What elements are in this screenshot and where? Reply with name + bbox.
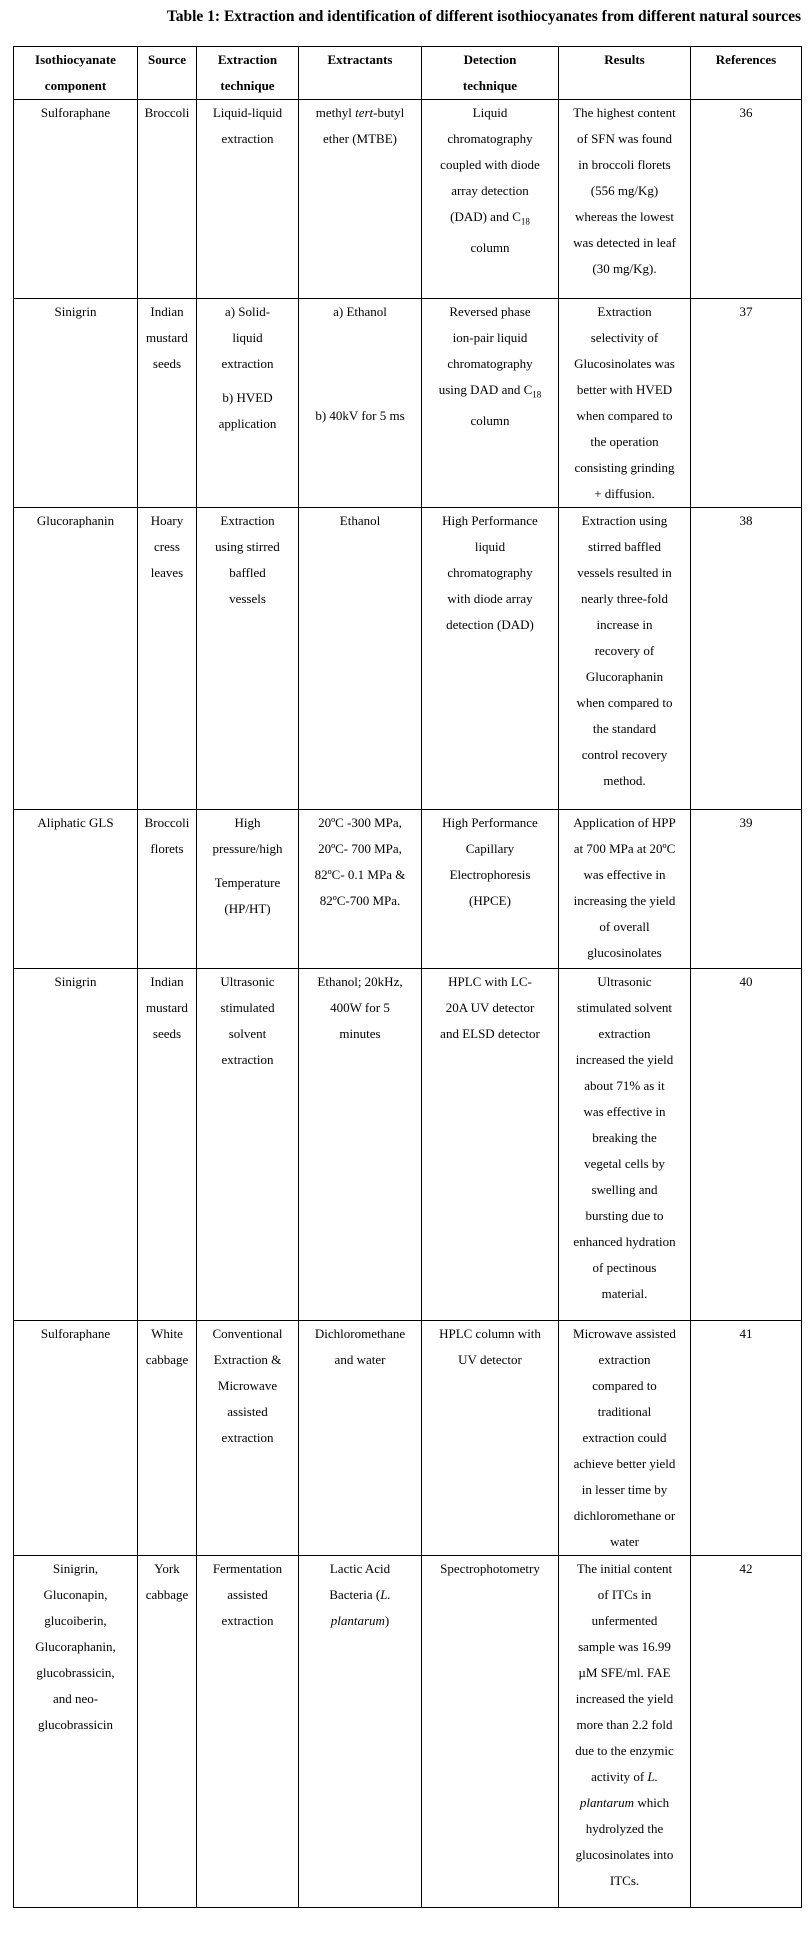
cell-detection: HPLC column with UV detector <box>422 1321 559 1556</box>
cell-reference: 38 <box>691 508 802 810</box>
cell-extractants: methyl tert-butyl ether (MTBE) <box>299 100 422 299</box>
cell-source: Indian mustard seeds <box>138 969 197 1321</box>
cell-source: Hoary cress leaves <box>138 508 197 810</box>
cell-extractants: Dichloromethane and water <box>299 1321 422 1556</box>
header-detection: Detection technique <box>422 47 559 100</box>
cell-detection: Liquid chromatography coupled with diode array detection (DAD) and $C_{18}$ column <box>422 100 559 299</box>
cell-technique: Liquid-liquid extraction <box>197 100 299 299</box>
cell-component: Aliphatic GLS <box>14 810 138 969</box>
table-row <box>14 508 802 810</box>
cell-results: The highest content of SFN was found in broccoli florets (556 mg/Kg) whereas the lowest was detected in leaf (30 mg/Kg). <box>559 100 691 299</box>
header-source: Source <box>138 47 197 100</box>
cell-extractants: Ethanol; 20kHz, 400W for 5 minutes <box>299 969 422 1321</box>
cell-extractants: 20ºC -300 MPa, 20ºC- 700 MPa, 82ºC- 0.1 MPa & 82ºC-700 MPa. <box>299 810 422 969</box>
cell-source: Broccoli florets <box>138 810 197 969</box>
header-references: References <box>691 47 802 100</box>
cell-technique: Conventional Extraction & Microwave assisted extraction <box>197 1321 299 1556</box>
cell-extractants: a) Ethanol b) 40kV for 5 ms <box>299 299 422 508</box>
cell-detection: High Performance liquid chromatography with diode array detection (DAD) <box>422 508 559 810</box>
cell-extractants: Ethanol <box>299 508 422 810</box>
cell-reference: 42 <box>691 1556 802 1908</box>
cell-component: Sulforaphane <box>14 1321 138 1556</box>
table-row <box>14 1321 802 1556</box>
header-technique: Extraction technique <box>197 47 299 100</box>
cell-reference: 40 <box>691 969 802 1321</box>
table-row <box>14 1556 802 1908</box>
cell-results: Microwave assisted extraction compared to traditional extraction could achieve better yield in lesser time by dichloromethane or water <box>559 1321 691 1556</box>
cell-component: Sinigrin, Gluconapin, glucoiberin, Glucoraphanin, glucobrassicin, and neo- glucobrassicin <box>14 1556 138 1908</box>
table-row <box>14 969 802 1321</box>
cell-results: Ultrasonic stimulated solvent extraction increased the yield about 71% as it was effective in breaking the vegetal cells by swelling and bursting due to enhanced hydration of pectinous material. <box>559 969 691 1321</box>
table-row <box>14 100 802 299</box>
cell-detection: HPLC with LC- 20A UV detector and ELSD detector <box>422 969 559 1321</box>
cell-results: Extraction selectivity of Glucosinolates was better with HVED when compared to the operation consisting grinding + diffusion. <box>559 299 691 508</box>
header-results: Results <box>559 47 691 100</box>
cell-source: Broccoli <box>138 100 197 299</box>
cell-reference: 39 <box>691 810 802 969</box>
cell-source: York cabbage <box>138 1556 197 1908</box>
cell-source: Indian mustard seeds <box>138 299 197 508</box>
cell-detection: Spectrophotometry <box>422 1556 559 1908</box>
header-row <box>14 47 802 100</box>
table-row <box>14 299 802 508</box>
cell-technique: Extraction using stirred baffled vessels <box>197 508 299 810</box>
cell-technique: a) Solid- liquid extraction b) HVED application <box>197 299 299 508</box>
table-caption: Table 1: Extraction and identification of different isothiocyanates from different natural sources <box>166 8 801 25</box>
isothiocyanate-table <box>13 46 802 1908</box>
cell-reference: 36 <box>691 100 802 299</box>
table-row <box>14 810 802 969</box>
cell-results: Extraction using stirred baffled vessels resulted in nearly three-fold increase in recovery of Glucoraphanin when compared to the standard control recovery method. <box>559 508 691 810</box>
cell-detection: Reversed phase ion-pair liquid chromatography using DAD and $C_{18}$ column <box>422 299 559 508</box>
cell-results: The initial content of ITCs in unfermented sample was 16.99 µM SFE/ml. FAE increased the yield more than 2.2 fold due to the enzymic activity of L. plantarum which hydrolyzed the glucosinolates into ITCs. <box>559 1556 691 1908</box>
cell-component: Sulforaphane <box>14 100 138 299</box>
cell-technique: Ultrasonic stimulated solvent extraction <box>197 969 299 1321</box>
cell-component: Sinigrin <box>14 299 138 508</box>
cell-technique: High pressure/high Temperature (HP/HT) <box>197 810 299 969</box>
cell-technique: Fermentation assisted extraction <box>197 1556 299 1908</box>
header-extractants: Extractants <box>299 47 422 100</box>
header-component: Isothiocyanate component <box>14 47 138 100</box>
cell-source: White cabbage <box>138 1321 197 1556</box>
cell-detection: High Performance Capillary Electrophoresis (HPCE) <box>422 810 559 969</box>
cell-reference: 41 <box>691 1321 802 1556</box>
cell-results: Application of HPP at 700 MPa at 20ºC was effective in increasing the yield of overall glucosinolates <box>559 810 691 969</box>
cell-reference: 37 <box>691 299 802 508</box>
cell-component: Sinigrin <box>14 969 138 1321</box>
cell-component: Glucoraphanin <box>14 508 138 810</box>
cell-extractants: Lactic Acid Bacteria (L. plantarum) <box>299 1556 422 1908</box>
